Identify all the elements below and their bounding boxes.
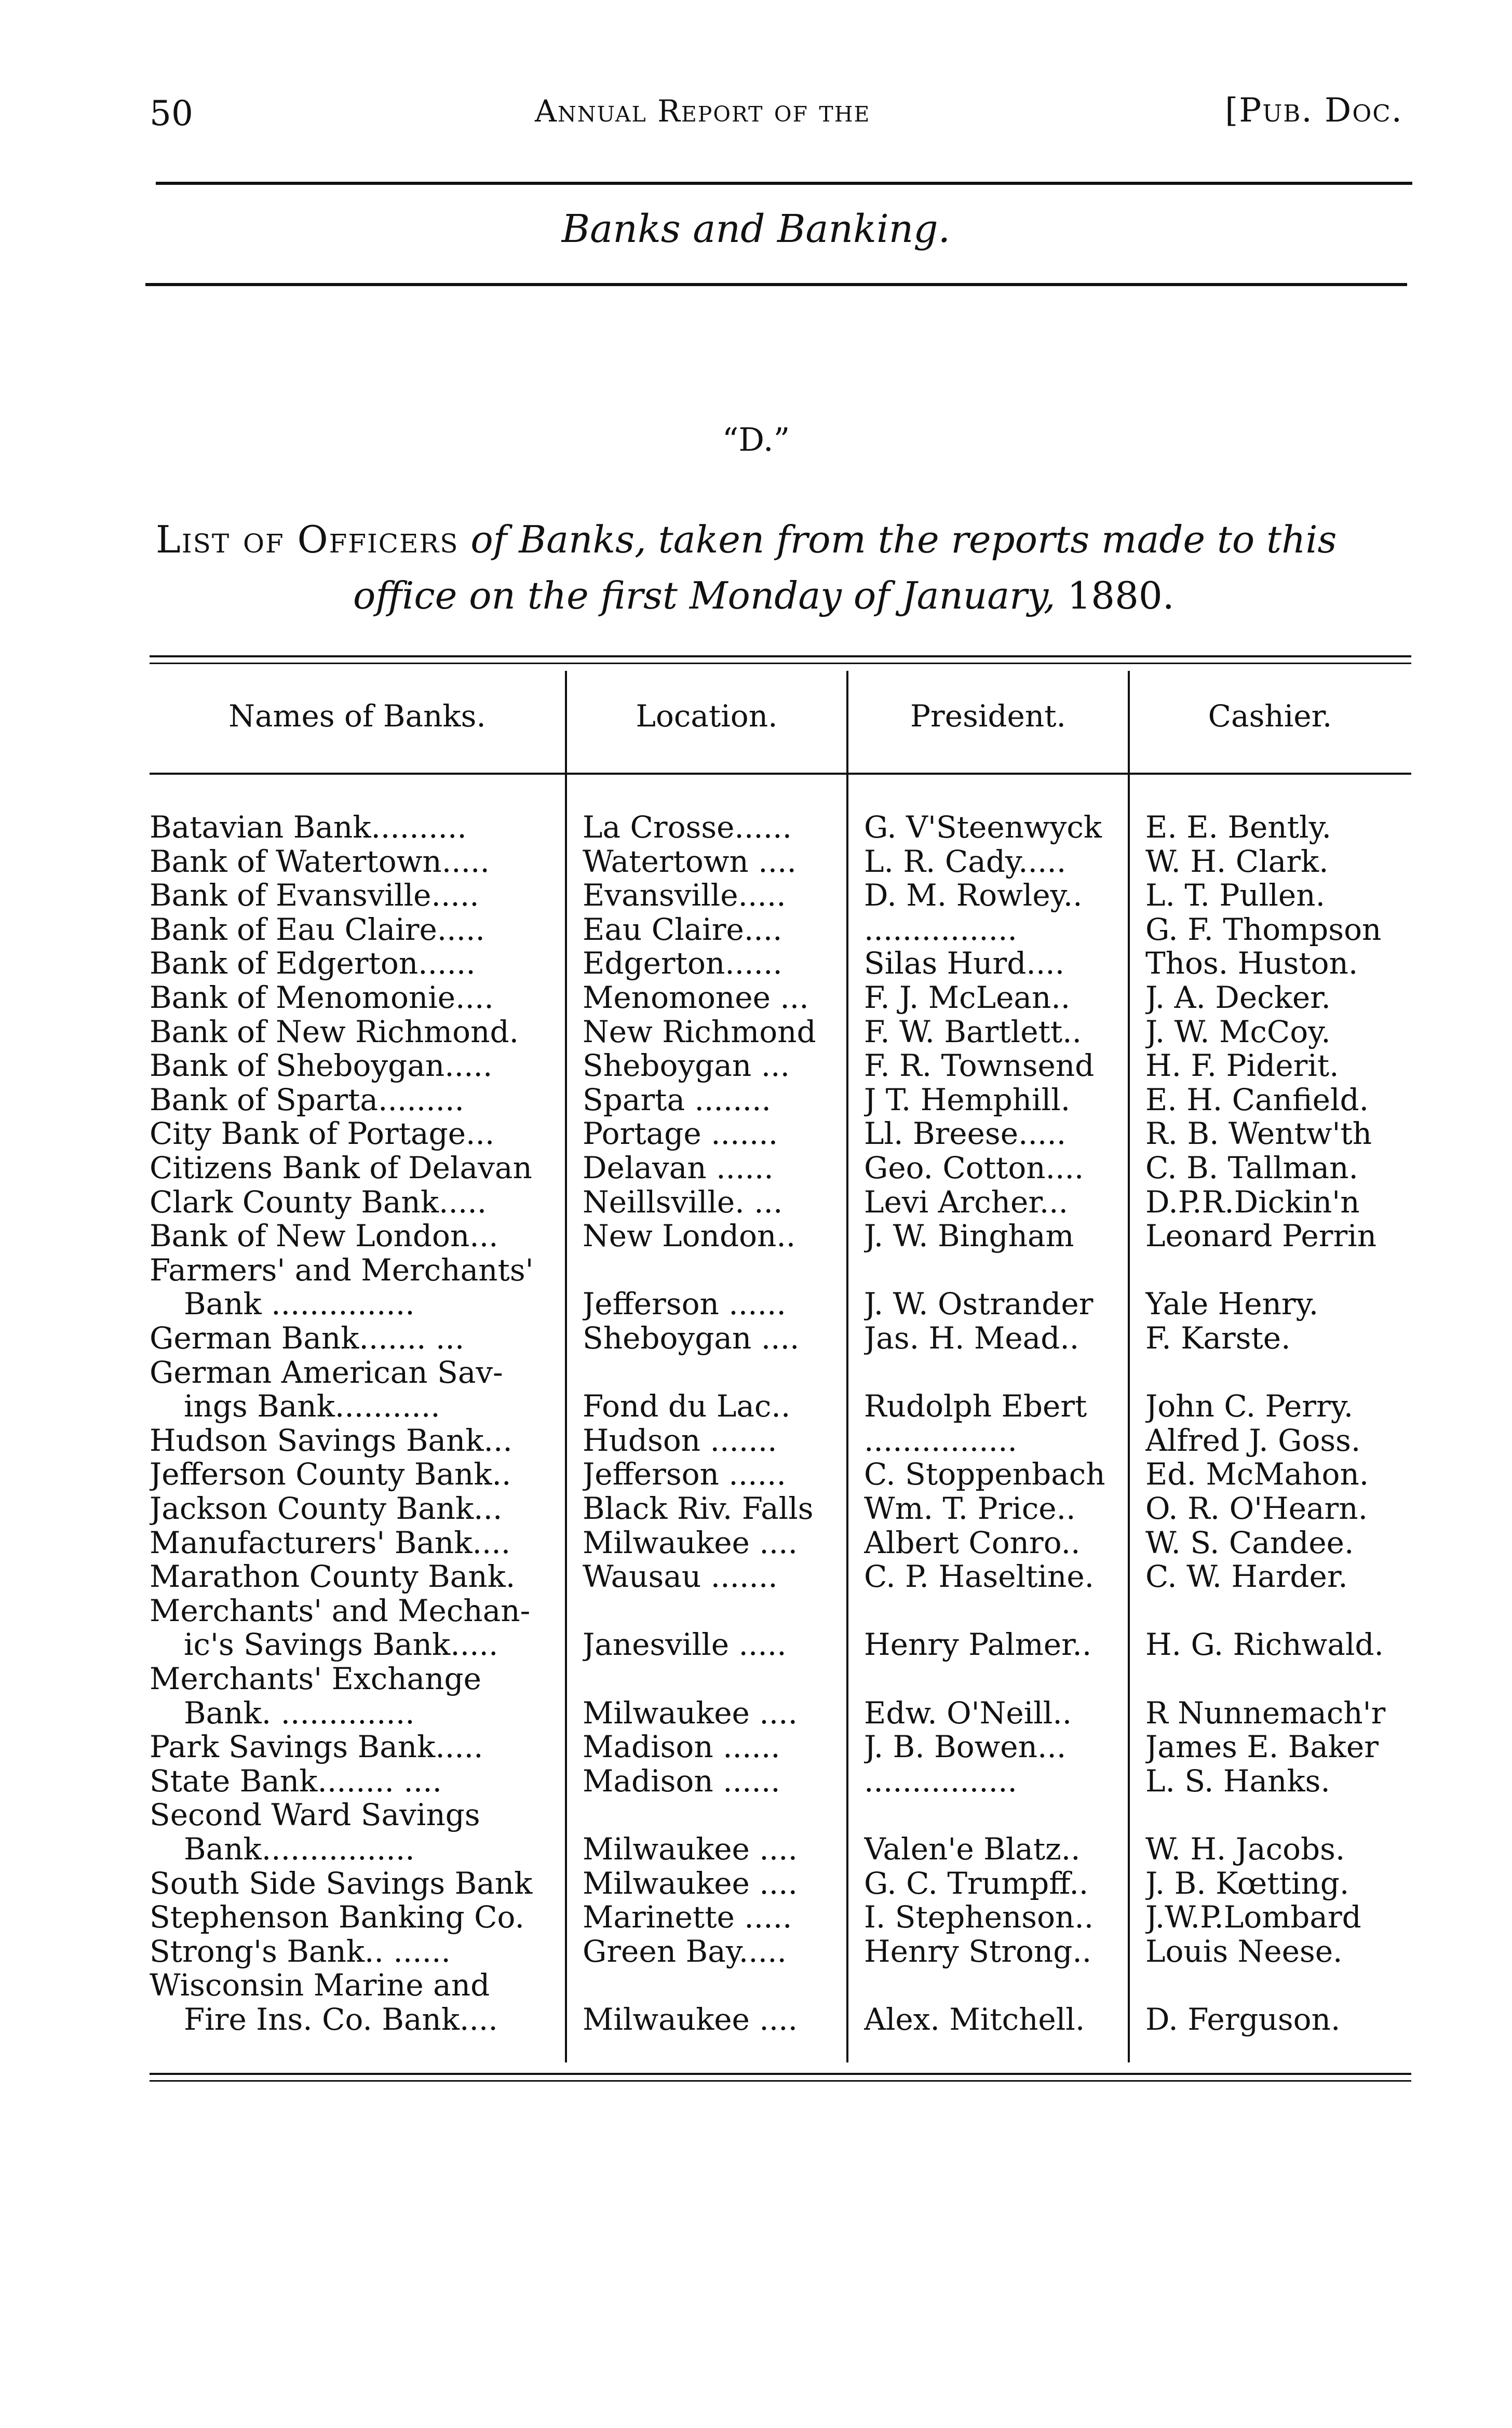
bank-name-cell: Wisconsin Marine and [150, 1968, 490, 2002]
table-header-rule [150, 773, 1411, 775]
table-row [0, 1491, 1512, 1526]
bank-name-cell: Bank of Sheboygan..... [150, 1048, 493, 1083]
bank-name-cell: Bank of New London... [150, 1219, 498, 1253]
cashier-cell: Louis Neese. [1145, 1934, 1343, 1968]
location-cell: Milwaukee .... [583, 1696, 798, 1730]
cashier-cell: R Nunnemach'r [1145, 1696, 1386, 1730]
president-cell: Albert Conro.. [864, 1526, 1081, 1560]
location-cell: Marinette ..... [583, 1900, 792, 1934]
bank-name-cell: Bank of Menomonie.... [150, 980, 494, 1015]
location-cell: New London.. [583, 1219, 796, 1253]
table-row [0, 1389, 1512, 1423]
heading-year: 1880. [1067, 574, 1174, 617]
bank-name-cell: Manufacturers' Bank.... [150, 1526, 511, 1560]
cashier-cell: G. F. Thompson [1145, 912, 1382, 947]
table-bottom-rule-2 [150, 2080, 1411, 2082]
cashier-cell: John C. Perry. [1145, 1389, 1354, 1423]
cashier-cell: L. S. Hanks. [1145, 1764, 1330, 1798]
table-row [0, 1423, 1512, 1458]
table-row [0, 1662, 1512, 1696]
bank-name-cell: Farmers' and Merchants' [150, 1253, 534, 1287]
president-cell: Wm. T. Price.. [864, 1491, 1076, 1526]
cashier-cell: W. H. Jacobs. [1145, 1832, 1345, 1866]
bank-name-cell: Fire Ins. Co. Bank.... [184, 2002, 498, 2036]
location-cell: Edgerton...... [583, 946, 782, 980]
president-cell: Ll. Breese..... [864, 1116, 1066, 1151]
table-row [0, 1185, 1512, 1219]
column-header-names: Names of Banks. [228, 698, 486, 734]
bank-name-cell: Second Ward Savings [150, 1798, 480, 1832]
cashier-cell: E. H. Canfield. [1145, 1083, 1369, 1117]
running-title: Annual Report of the [535, 93, 871, 129]
table-row [0, 1730, 1512, 1764]
pub-doc-label: [Pub. Doc. [1225, 91, 1403, 130]
cashier-cell: James E. Baker [1145, 1730, 1379, 1764]
bank-name-cell: South Side Savings Bank [150, 1866, 533, 1900]
location-cell: Jefferson ...... [583, 1457, 786, 1491]
bank-name-cell: Bank................ [184, 1832, 415, 1866]
header-rule [156, 182, 1412, 185]
president-cell: Valen'e Blatz.. [864, 1832, 1081, 1866]
cashier-cell: Ed. McMahon. [1145, 1457, 1369, 1491]
president-cell: I. Stephenson.. [864, 1900, 1094, 1934]
location-cell: Hudson ....... [583, 1423, 777, 1458]
bank-name-cell: Merchants' Exchange [150, 1662, 481, 1696]
table-row [0, 1219, 1512, 1253]
president-cell: J T. Hemphill. [864, 1083, 1071, 1117]
location-cell: La Crosse...... [583, 810, 792, 844]
table-row [0, 1526, 1512, 1560]
table-row [0, 878, 1512, 912]
bank-name-cell: Batavian Bank.......... [150, 810, 467, 844]
table-row [0, 1355, 1512, 1390]
table-row [0, 1832, 1512, 1866]
bank-name-cell: Clark County Bank..... [150, 1185, 487, 1219]
table-row [0, 1083, 1512, 1117]
list-heading [156, 511, 1407, 624]
cashier-cell: H. G. Richwald. [1145, 1627, 1384, 1662]
bank-name-cell: Jefferson County Bank.. [150, 1457, 511, 1491]
cashier-cell: Leonard Perrin [1145, 1219, 1377, 1253]
location-cell: Sheboygan .... [583, 1321, 800, 1355]
bank-name-cell: Strong's Bank.. ...... [150, 1934, 451, 1968]
table-bottom-rule-1 [150, 2073, 1411, 2075]
column-header-cashier: Cashier. [1208, 698, 1332, 734]
bank-name-cell: Bank of Edgerton...... [150, 946, 476, 980]
cashier-cell: J. B. Kœtting. [1145, 1866, 1349, 1900]
cashier-cell: C. W. Harder. [1145, 1559, 1348, 1594]
location-cell: New Richmond [583, 1015, 816, 1049]
president-cell: Henry Palmer.. [864, 1627, 1092, 1662]
cashier-cell: H. F. Piderit. [1145, 1048, 1339, 1083]
table-top-rule-2 [150, 663, 1411, 664]
location-cell: Neillsville. ... [583, 1185, 783, 1219]
table-row [0, 1696, 1512, 1730]
cashier-cell: F. Karste. [1145, 1321, 1291, 1355]
table-row [0, 2002, 1512, 2036]
bank-name-cell: Bank of Eau Claire..... [150, 912, 485, 947]
column-header-location: Location. [636, 698, 778, 734]
section-title: Banks and Banking. [561, 207, 951, 251]
table-row [0, 844, 1512, 879]
document-letter: “D.” [722, 421, 790, 458]
location-cell: Portage ....... [583, 1116, 778, 1151]
table-row [0, 1764, 1512, 1798]
heading-of: of [470, 518, 507, 561]
bank-name-cell: Bank of New Richmond. [150, 1015, 519, 1049]
bank-name-cell: ings Bank........... [184, 1389, 440, 1423]
location-cell: Milwaukee .... [583, 2002, 798, 2036]
section-rule [145, 283, 1407, 286]
president-cell: D. M. Rowley.. [864, 878, 1083, 912]
bank-name-cell: Jackson County Bank... [150, 1491, 503, 1526]
table-row [0, 1151, 1512, 1185]
president-cell: Silas Hurd.... [864, 946, 1065, 980]
table-row [0, 810, 1512, 844]
table-row [0, 1968, 1512, 2002]
president-cell: F. R. Townsend [864, 1048, 1095, 1083]
table-row [0, 912, 1512, 947]
bank-name-cell: German Bank....... ... [150, 1321, 465, 1355]
bank-name-cell: City Bank of Portage... [150, 1116, 495, 1151]
bank-name-cell: ic's Savings Bank..... [184, 1627, 498, 1662]
president-cell: J. W. Bingham [864, 1219, 1074, 1253]
heading-list-of-officers: List of Officers [156, 518, 459, 561]
president-cell: Geo. Cotton.... [864, 1151, 1084, 1185]
table-row [0, 1798, 1512, 1832]
bank-name-cell: Merchants' and Mechan- [150, 1594, 531, 1628]
cashier-cell: O. R. O'Hearn. [1145, 1491, 1368, 1526]
location-cell: Janesville ..... [583, 1627, 787, 1662]
president-cell: Henry Strong.. [864, 1934, 1092, 1968]
location-cell: Milwaukee .... [583, 1866, 798, 1900]
location-cell: Wausau ....... [583, 1559, 778, 1594]
bank-name-cell: Marathon County Bank. [150, 1559, 516, 1594]
table-row [0, 946, 1512, 980]
location-cell: Sparta ........ [583, 1083, 771, 1117]
bank-name-cell: State Bank........ .... [150, 1764, 442, 1798]
location-cell: Madison ...... [583, 1730, 780, 1764]
location-cell: Fond du Lac.. [583, 1389, 791, 1423]
table-row [0, 1627, 1512, 1662]
president-cell: J. W. Ostrander [864, 1287, 1094, 1321]
president-cell: ................ [864, 1764, 1017, 1798]
table-row [0, 1253, 1512, 1287]
table-row [0, 1900, 1512, 1934]
table-row [0, 1457, 1512, 1491]
table-row [0, 1116, 1512, 1151]
president-cell: G. C. Trumpff.. [864, 1866, 1089, 1900]
president-cell: G. V'Steenwyck [864, 810, 1102, 844]
page-number: 50 [150, 93, 193, 133]
bank-name-cell: Bank of Sparta......... [150, 1083, 464, 1117]
location-cell: Eau Claire.... [583, 912, 782, 947]
president-cell: ................ [864, 1423, 1017, 1458]
location-cell: Jefferson ...... [583, 1287, 786, 1321]
bank-name-cell: Bank. .............. [184, 1696, 415, 1730]
president-cell: C. Stoppenbach [864, 1457, 1105, 1491]
heading-banks: Banks, [519, 518, 646, 561]
cashier-cell: E. E. Bently. [1145, 810, 1332, 844]
location-cell: Green Bay..... [583, 1934, 787, 1968]
president-cell: Edw. O'Neill.. [864, 1696, 1072, 1730]
president-cell: Jas. H. Mead.. [864, 1321, 1079, 1355]
bank-name-cell: Citizens Bank of Delavan [150, 1151, 532, 1185]
table-row [0, 1321, 1512, 1355]
cashier-cell: D. Ferguson. [1145, 2002, 1341, 2036]
location-cell: Black Riv. Falls [583, 1491, 814, 1526]
bank-name-cell: Park Savings Bank..... [150, 1730, 483, 1764]
table-row [0, 1559, 1512, 1594]
heading-office-on: office on the first Monday of January, [353, 574, 1056, 617]
cashier-cell: D.P.R.Dickin'n [1145, 1185, 1360, 1219]
president-cell: J. B. Bowen... [864, 1730, 1066, 1764]
president-cell: Levi Archer... [864, 1185, 1069, 1219]
president-cell: C. P. Haseltine. [864, 1559, 1095, 1594]
president-cell: L. R. Cady..... [864, 844, 1066, 879]
table-row [0, 1048, 1512, 1083]
heading-taken-from: taken from the reports made to this [658, 518, 1337, 561]
location-cell: Watertown .... [583, 844, 797, 879]
cashier-cell: Yale Henry. [1145, 1287, 1319, 1321]
column-header-president: President. [910, 698, 1066, 734]
cashier-cell: W. S. Candee. [1145, 1526, 1354, 1560]
bank-name-cell: Hudson Savings Bank... [150, 1423, 512, 1458]
bank-name-cell: Stephenson Banking Co. [150, 1900, 524, 1934]
location-cell: Milwaukee .... [583, 1832, 798, 1866]
table-top-rule-1 [150, 655, 1411, 657]
cashier-cell: J.W.P.Lombard [1145, 1900, 1361, 1934]
president-cell: F. W. Bartlett.. [864, 1015, 1082, 1049]
president-cell: F. J. McLean.. [864, 980, 1071, 1015]
bank-name-cell: Bank of Watertown..... [150, 844, 490, 879]
table-row [0, 1287, 1512, 1321]
cashier-cell: J. A. Decker. [1145, 980, 1331, 1015]
cashier-cell: Thos. Huston. [1145, 946, 1358, 980]
cashier-cell: C. B. Tallman. [1145, 1151, 1358, 1185]
cashier-cell: R. B. Wentw'th [1145, 1116, 1372, 1151]
location-cell: Sheboygan ... [583, 1048, 790, 1083]
location-cell: Madison ...... [583, 1764, 780, 1798]
location-cell: Evansville..... [583, 878, 786, 912]
cashier-cell: Alfred J. Goss. [1145, 1423, 1361, 1458]
table-row [0, 1015, 1512, 1049]
bank-name-cell: Bank of Evansville..... [150, 878, 479, 912]
location-cell: Menomonee ... [583, 980, 809, 1015]
cashier-cell: W. H. Clark. [1145, 844, 1329, 879]
table-row [0, 980, 1512, 1015]
president-cell: Alex. Mitchell. [864, 2002, 1085, 2036]
location-cell: Milwaukee .... [583, 1526, 798, 1560]
table-row [0, 1594, 1512, 1628]
table-row [0, 1866, 1512, 1900]
cashier-cell: L. T. Pullen. [1145, 878, 1326, 912]
table-row [0, 1934, 1512, 1968]
president-cell: Rudolph Ebert [864, 1389, 1087, 1423]
president-cell: ................ [864, 912, 1017, 947]
bank-name-cell: Bank ............... [184, 1287, 415, 1321]
bank-name-cell: German American Sav- [150, 1355, 503, 1390]
cashier-cell: J. W. McCoy. [1145, 1015, 1331, 1049]
location-cell: Delavan ...... [583, 1151, 774, 1185]
